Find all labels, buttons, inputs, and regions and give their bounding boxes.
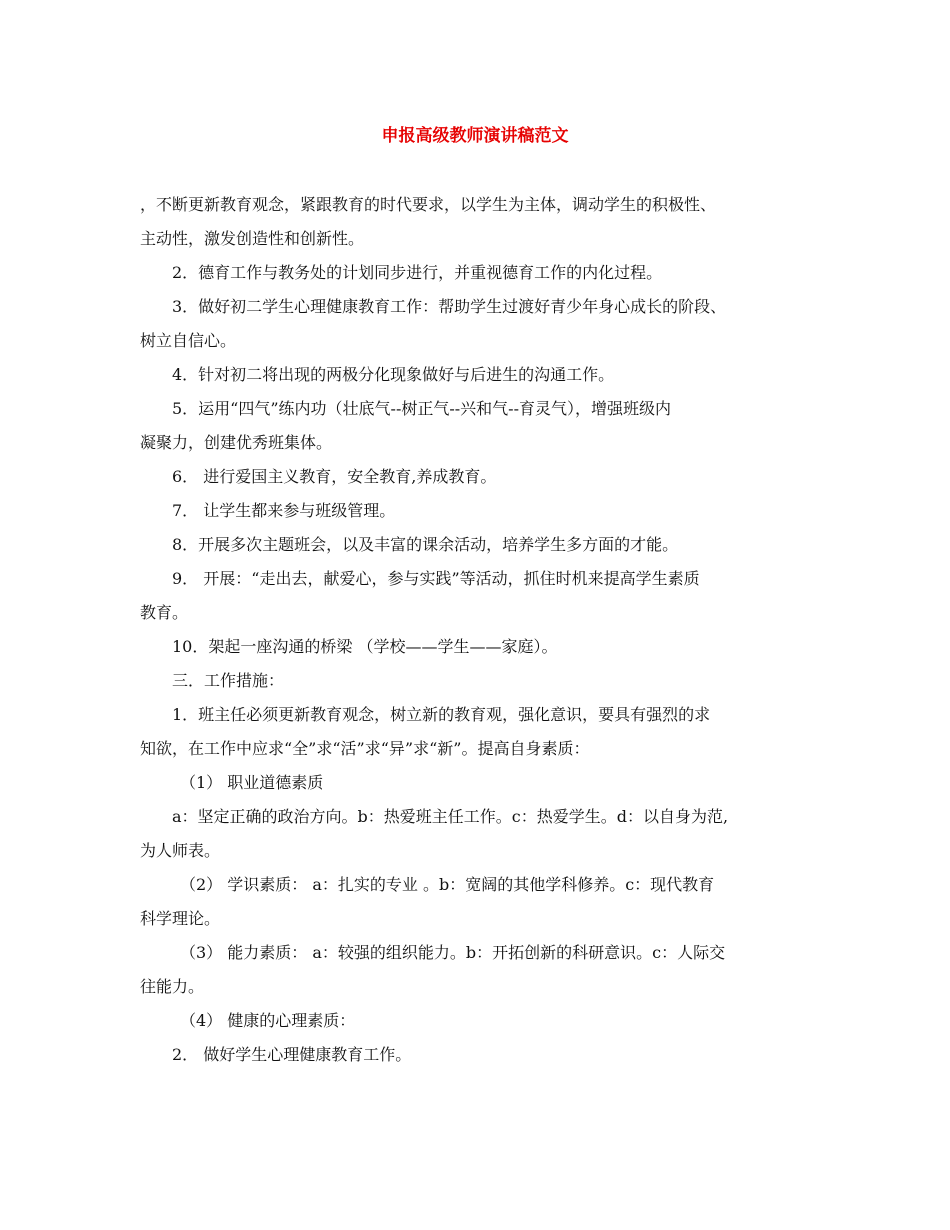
list-item-6: 6． 进行爱国主义教育，安全教育,养成教育。 [172, 467, 497, 486]
list-item-2: 2．德育工作与教务处的计划同步进行，并重视德育工作的内化过程。 [172, 263, 663, 282]
paragraph-line: 树立自信心。 [140, 331, 237, 350]
sub-item-3: （3） 能力素质： a：较强的组织能力。b：开拓创新的科研意识。c：人际交 [180, 943, 726, 962]
list-item-3: 3．做好初二学生心理健康教育工作：帮助学生过渡好青少年身心成长的阶段、 [172, 297, 727, 316]
list-item-8: 8．开展多次主题班会，以及丰富的课余活动，培养学生多方面的才能。 [172, 535, 679, 554]
list-item-5: 5．运用“四气”练内功（壮底气--树正气--兴和气--育灵气），增强班级内 [172, 399, 671, 418]
paragraph-line: 凝聚力，创建优秀班集体。 [140, 433, 333, 452]
paragraph-line: 知欲，在工作中应求“全”求“活”求“异”求“新”。提高自身素质： [140, 739, 590, 758]
list-item-10: 10．架起一座沟通的桥梁 （学校——学生——家庭）。 [172, 637, 558, 656]
document-body [140, 188, 820, 1072]
paragraph-line: 往能力。 [140, 977, 205, 996]
measure-item-1: 1．班主任必须更新教育观念，树立新的教育观，强化意识，要具有强烈的求 [172, 705, 711, 724]
measure-item-2: 2． 做好学生心理健康教育工作。 [172, 1045, 412, 1064]
sub-item-4: （4） 健康的心理素质： [180, 1011, 356, 1030]
list-item-4: 4．针对初二将出现的两极分化现象做好与后进生的沟通工作。 [172, 365, 615, 384]
paragraph-line: 主动性，激发创造性和创新性。 [140, 229, 365, 248]
paragraph-line: ，不断更新教育观念，紧跟教育的时代要求，以学生为主体，调动学生的积极性、 [140, 195, 717, 214]
sub-item-1: （1） 职业道德素质 [180, 773, 324, 792]
paragraph-line: 教育。 [140, 603, 189, 622]
paragraph-line: a：坚定正确的政治方向。b：热爱班主任工作。c：热爱学生。d：以自身为范, [172, 807, 729, 826]
section-heading: 三．工作措施： [172, 671, 285, 690]
sub-item-2: （2） 学识素质： a：扎实的专业 。b：宽阔的其他学科修养。c：现代教育 [180, 875, 715, 894]
list-item-9: 9． 开展：“走出去，献爱心，参与实践”等活动，抓住时机来提高学生素质 [172, 569, 700, 588]
document-title: 申报高级教师演讲稿范文 [381, 126, 569, 146]
paragraph-line: 科学理论。 [140, 909, 221, 928]
list-item-7: 7． 让学生都来参与班级管理。 [172, 501, 396, 520]
paragraph-line: 为人师表。 [140, 841, 221, 860]
